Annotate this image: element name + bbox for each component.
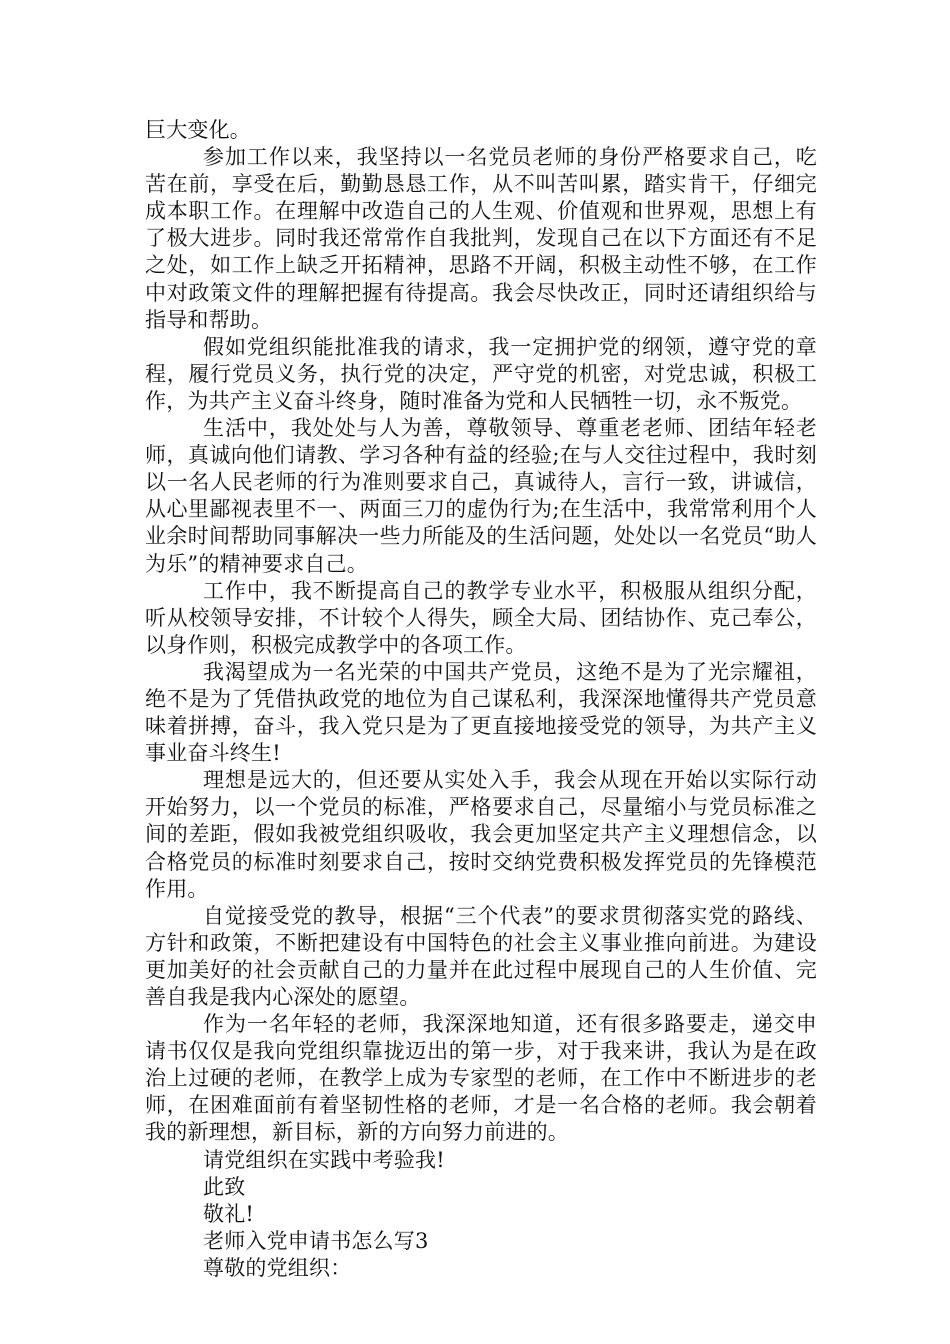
closing-salutation: 此致 bbox=[203, 1174, 246, 1199]
closing-request: 请党组织在实践中考验我! bbox=[203, 1147, 445, 1172]
paragraph-guidance: 自觉接受党的教导，根据“三个代表”的要求贯彻落实党的路线、方针和政策，不断把建设有中国特色的社会主义事业推向前进。为建设更加美好的社会贡献自己的力量并在此过程中展现自己的人生价值、完善自我是我内心深处的愿望。 bbox=[145, 903, 817, 1009]
paragraph-motivation: 我渴望成为一名光荣的中国共产党员，这绝不是为了光宗耀祖，绝不是为了凭借执政党的地位为自己谋私利，我深深地懂得共产党员意味着拼搏，奋斗，我入党只是为了更直接地接受党的领导，为共产主义事业奋斗终生! bbox=[145, 659, 817, 766]
closing-respect: 敬礼! bbox=[203, 1201, 255, 1226]
letter-greeting: 尊敬的党组织： bbox=[203, 1255, 352, 1280]
paragraph-work-attitude: 参加工作以来，我坚持以一名党员老师的身份严格要求自己，吃苦在前，享受在后，勤勤恳恳工作，从不叫苦叫累，踏实肯干，仔细完成本职工作。在理解中改造自己的人生观、价值观和世界观，思想上有了极大进步。同时我还常常作自我批判，发现自己在以下方面还有不足之处，如工作上缺乏开拓精神，思路不开阔，积极主动性不够，在工作中对政策文件的理解把握有待提高。我会尽快改正，同时还请组织给与指导和帮助。 bbox=[145, 145, 817, 332]
paragraph-party-pledge: 假如党组织能批准我的请求，我一定拥护党的纲领，遵守党的章程，履行党员义务，执行党的决定，严守党的机密，对党忠诚，积极工作，为共产主义奋斗终身，随时准备为党和人民牺牲一切，永不叛党。 bbox=[145, 334, 817, 413]
paragraph-daily-life: 生活中，我处处与人为善，尊敬领导、尊重老老师、团结年轻老师，真诚向他们请教、学习各种有益的经验;在与人交往过程中，我时刻以一名人民老师的行为准则要求自己，真诚待人，言行一致，讲诚信，从心里鄙视表里不一、两面三刀的虚伪行为;在生活中，我常常利用个人业余时间帮助同事解决一些力所能及的生活问题，处处以一名党员“助人为乐”的精神要求自己。 bbox=[145, 416, 817, 576]
paragraph-teaching-work: 工作中，我不断提高自己的教学专业水平，积极服从组织分配，听从校领导安排，不计较个人得失，顾全大局、团结协作、克己奉公，以身作则，积极完成教学中的各项工作。 bbox=[145, 578, 817, 657]
paragraph-ideals: 理想是远大的，但还要从实处入手，我会从现在开始以实际行动开始努力，以一个党员的标准，严格要求自己，尽量缩小与党员标准之间的差距，假如我被党组织吸收，我会更加坚定共产主义理想信念，以合格党员的标准时刻要求自己，按时交纳党费积极发挥党员的先锋模范作用。 bbox=[145, 768, 817, 901]
paragraph-continuation: 巨大变化。 bbox=[145, 118, 251, 142]
paragraph-young-teacher: 作为一名年轻的老师，我深深地知道，还有很多路要走，递交申请书仅仅是我向党组织靠拢迈出的第一步，对于我来讲，我认为是在政治上过硬的老师，在教学上成为专家型的老师，在工作中不断进步的老师，在困难面前有着坚韧性格的老师，才是一名合格的老师。我会朝着我的新理想，新目标，新的方向努力前进的。 bbox=[145, 1012, 817, 1145]
document-body bbox=[145, 117, 817, 1282]
section-heading: 老师入党申请书怎么写3 bbox=[203, 1228, 429, 1253]
